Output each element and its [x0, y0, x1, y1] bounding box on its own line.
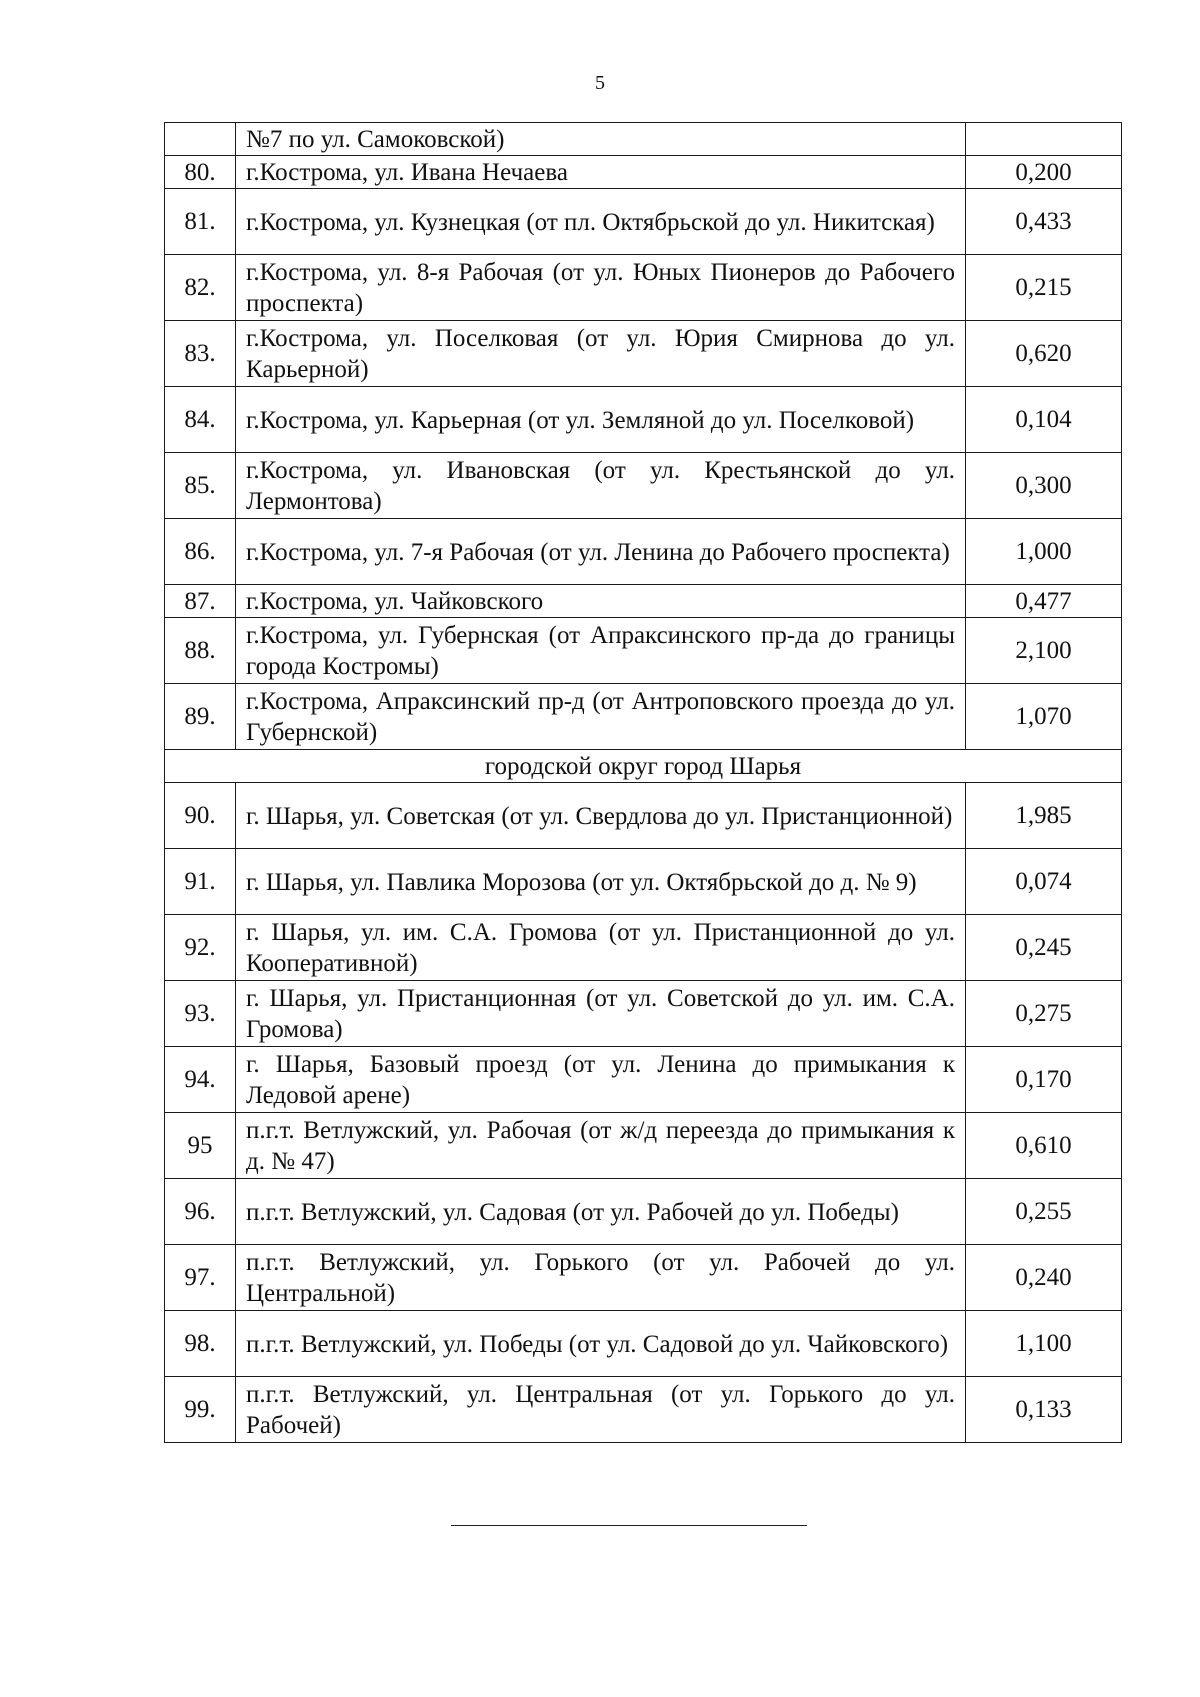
row-number — [165, 123, 236, 156]
road-length: 0,240 — [966, 1245, 1122, 1311]
row-number: 89. — [165, 684, 236, 750]
road-length: 0,433 — [966, 189, 1122, 255]
road-length — [966, 123, 1122, 156]
road-address: г.Кострома, Апраксинский пр-д (от Антроповского проезда до ул. Губернской) — [236, 684, 966, 750]
row-number: 85. — [165, 453, 236, 519]
table-row — [165, 915, 1122, 981]
row-number: 92. — [165, 915, 236, 981]
road-length: 0,133 — [966, 1377, 1122, 1443]
table-row — [165, 783, 1122, 849]
road-length: 0,170 — [966, 1047, 1122, 1113]
table-row — [165, 684, 1122, 750]
row-number: 95 — [165, 1113, 236, 1179]
table-row — [165, 1179, 1122, 1245]
road-address: г.Кострома, ул. Кузнецкая (от пл. Октябрьской до ул. Никитская) — [236, 189, 966, 255]
row-number: 90. — [165, 783, 236, 849]
table-row — [165, 519, 1122, 585]
road-length: 0,275 — [966, 981, 1122, 1047]
row-number: 97. — [165, 1245, 236, 1311]
road-address: №7 по ул. Самоковской) — [236, 123, 966, 156]
road-address: п.г.т. Ветлужский, ул. Победы (от ул. Садовой до ул. Чайковского) — [236, 1311, 966, 1377]
table-row — [165, 1245, 1122, 1311]
row-number: 94. — [165, 1047, 236, 1113]
road-address: г.Кострома, ул. 7-я Рабочая (от ул. Ленина до Рабочего проспекта) — [236, 519, 966, 585]
road-address: г.Кострома, ул. Губернская (от Апраксинского пр-да до границы города Костромы) — [236, 618, 966, 684]
road-address: г.Кострома, ул. Поселковая (от ул. Юрия Смирнова до ул. Карьерной) — [236, 321, 966, 387]
row-number: 83. — [165, 321, 236, 387]
road-address: п.г.т. Ветлужский, ул. Горького (от ул. Рабочей до ул. Центральной) — [236, 1245, 966, 1311]
table-row — [165, 618, 1122, 684]
road-address: г.Кострома, ул. Ивана Нечаева — [236, 156, 966, 189]
road-length: 1,000 — [966, 519, 1122, 585]
road-length: 0,074 — [966, 849, 1122, 915]
road-length: 0,245 — [966, 915, 1122, 981]
road-length: 0,200 — [966, 156, 1122, 189]
road-address: п.г.т. Ветлужский, ул. Центральная (от ул. Горького до ул. Рабочей) — [236, 1377, 966, 1443]
table-row — [165, 387, 1122, 453]
row-number: 87. — [165, 585, 236, 618]
road-length: 0,300 — [966, 453, 1122, 519]
road-length: 0,255 — [966, 1179, 1122, 1245]
road-length: 0,215 — [966, 255, 1122, 321]
row-number: 91. — [165, 849, 236, 915]
table-row — [165, 1113, 1122, 1179]
road-length: 0,477 — [966, 585, 1122, 618]
road-address: г. Шарья, ул. Советская (от ул. Свердлова до ул. Пристанционной) — [236, 783, 966, 849]
road-address: г.Кострома, ул. Ивановская (от ул. Крестьянской до ул. Лермонтова) — [236, 453, 966, 519]
road-length: 1,985 — [966, 783, 1122, 849]
road-length: 0,104 — [966, 387, 1122, 453]
section-row — [165, 750, 1122, 783]
table-row — [165, 1311, 1122, 1377]
table-row — [165, 1047, 1122, 1113]
footer-rule — [451, 1525, 807, 1526]
table-row — [165, 321, 1122, 387]
row-number: 96. — [165, 1179, 236, 1245]
road-address: г.Кострома, ул. Карьерная (от ул. Земляной до ул. Поселковой) — [236, 387, 966, 453]
row-number: 81. — [165, 189, 236, 255]
road-length: 2,100 — [966, 618, 1122, 684]
road-length: 1,100 — [966, 1311, 1122, 1377]
road-address: г. Шарья, Базовый проезд (от ул. Ленина до примыкания к Ледовой арене) — [236, 1047, 966, 1113]
road-address: п.г.т. Ветлужский, ул. Садовая (от ул. Рабочей до ул. Победы) — [236, 1179, 966, 1245]
page-number: 5 — [595, 72, 605, 94]
road-length: 0,620 — [966, 321, 1122, 387]
road-address: г.Кострома, ул. Чайковского — [236, 585, 966, 618]
table-row — [165, 123, 1122, 156]
road-length: 1,070 — [966, 684, 1122, 750]
table-row — [165, 453, 1122, 519]
table-row — [165, 1377, 1122, 1443]
row-number: 98. — [165, 1311, 236, 1377]
road-length: 0,610 — [966, 1113, 1122, 1179]
table-row — [165, 156, 1122, 189]
road-address: г. Шарья, ул. Павлика Морозова (от ул. Октябрьской до д. № 9) — [236, 849, 966, 915]
row-number: 93. — [165, 981, 236, 1047]
road-address: г. Шарья, ул. Пристанционная (от ул. Советской до ул. им. С.А. Громова) — [236, 981, 966, 1047]
table-row — [165, 849, 1122, 915]
table-row — [165, 585, 1122, 618]
row-number: 84. — [165, 387, 236, 453]
row-number: 99. — [165, 1377, 236, 1443]
row-number: 82. — [165, 255, 236, 321]
road-address: г. Шарья, ул. им. С.А. Громова (от ул. Пристанционной до ул. Кооперативной) — [236, 915, 966, 981]
roads-table — [164, 122, 1122, 1443]
road-address: г.Кострома, ул. 8-я Рабочая (от ул. Юных Пионеров до Рабочего проспекта) — [236, 255, 966, 321]
row-number: 88. — [165, 618, 236, 684]
row-number: 80. — [165, 156, 236, 189]
table-row — [165, 981, 1122, 1047]
section-title: городской округ город Шарья — [165, 750, 1122, 783]
row-number: 86. — [165, 519, 236, 585]
road-address: п.г.т. Ветлужский, ул. Рабочая (от ж/д переезда до примыкания к д. № 47) — [236, 1113, 966, 1179]
table-row — [165, 255, 1122, 321]
table-row — [165, 189, 1122, 255]
